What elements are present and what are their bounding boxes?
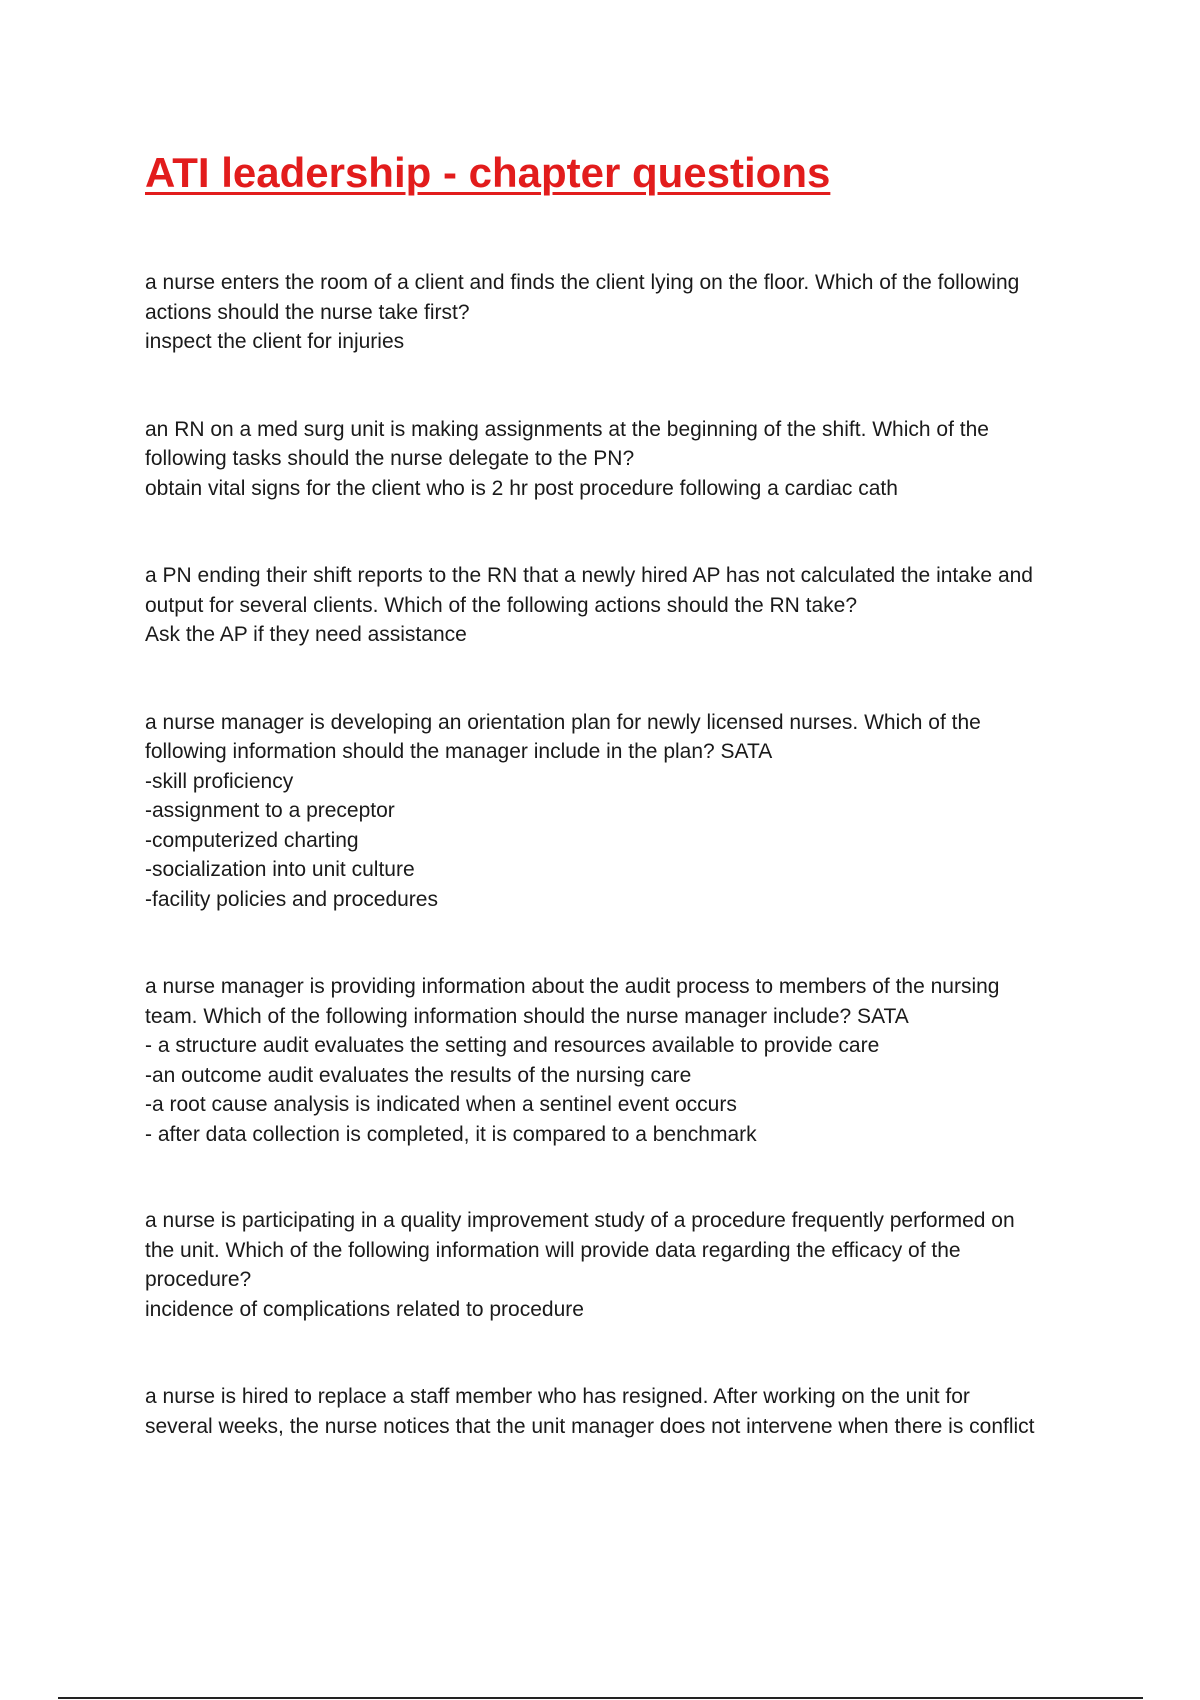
answer-text: obtain vital signs for the client who is 2 hr post procedure following a cardiac cath — [145, 476, 898, 500]
answer-option: -skill proficiency — [145, 769, 294, 793]
question-item — [145, 561, 1085, 650]
question-item — [145, 415, 1085, 504]
question-text: following information should the manager include in the plan? SATA — [145, 740, 773, 763]
answer-text: Ask the AP if they need assistance — [145, 623, 467, 646]
question-text: a nurse is participating in a quality improvement study of a procedure frequently performed on — [145, 1209, 1015, 1232]
question-item — [145, 1206, 1085, 1324]
question-text: a nurse manager is providing information about the audit process to members of the nursing — [145, 975, 1000, 998]
question-text: a PN ending their shift reports to the RN that a newly hired AP has not calculated the intake and — [145, 564, 1033, 587]
question-text: actions should the nurse take first? — [145, 300, 470, 324]
question-item — [145, 708, 1085, 915]
page-title: ATI leadership - chapter questions — [145, 149, 831, 196]
question-list — [145, 268, 1085, 1499]
question-text: a nurse manager is developing an orientation plan for newly licensed nurses. Which of the — [145, 710, 981, 734]
footer-divider — [58, 1697, 1143, 1699]
question-text: procedure? — [145, 1268, 252, 1291]
question-text: output for several clients. Which of the following actions should the RN take? — [145, 593, 858, 617]
answer-option: - after data collection is completed, it is compared to a benchmark — [145, 1122, 757, 1146]
answer-option: -assignment to a preceptor — [145, 799, 395, 822]
question-text: following tasks should the nurse delegate to the PN? — [145, 447, 635, 470]
answer-option: -an outcome audit evaluates the results of the nursing care — [145, 1063, 692, 1087]
answer-text: incidence of complications related to procedure — [145, 1297, 584, 1321]
answer-option: - a structure audit evaluates the setting and resources available to provide care — [145, 1034, 880, 1057]
question-item — [145, 268, 1085, 357]
question-item — [145, 972, 1085, 1149]
question-text: the unit. Which of the following information will provide data regarding the efficacy of the — [145, 1238, 961, 1262]
answer-option: -computerized charting — [145, 828, 359, 852]
question-text: an RN on a med surg unit is making assignments at the beginning of the shift. Which of the — [145, 417, 989, 441]
question-text: a nurse enters the room of a client and finds the client lying on the floor. Which of the following — [145, 271, 1020, 294]
question-text: team. Which of the following information should the nurse manager include? SATA — [145, 1004, 909, 1028]
question-item — [145, 1382, 1085, 1441]
answer-option: -socialization into unit culture — [145, 858, 415, 881]
answer-option: -a root cause analysis is indicated when a sentinel event occurs — [145, 1093, 737, 1116]
question-text: a nurse is hired to replace a staff member who has resigned. After working on the unit for — [145, 1385, 970, 1408]
answer-text: inspect the client for injuries — [145, 330, 405, 353]
answer-option: -facility policies and procedures — [145, 887, 438, 911]
question-text: several weeks, the nurse notices that the unit manager does not intervene when there is conflict — [145, 1414, 1035, 1438]
